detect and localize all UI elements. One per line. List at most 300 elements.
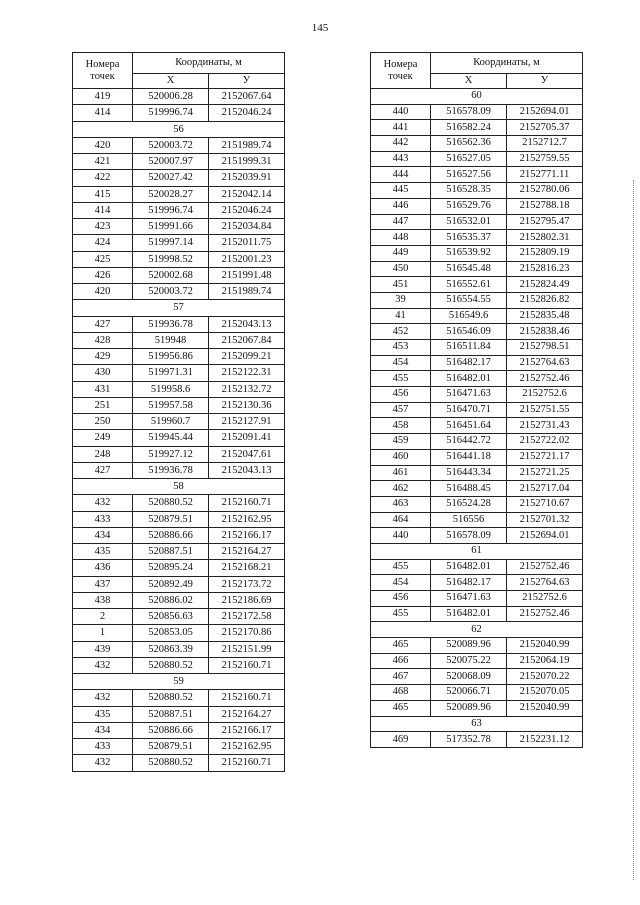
x-coordinate-cell: 516482.01 (431, 371, 507, 387)
table-row (371, 591, 583, 607)
table-row (371, 512, 583, 528)
header-x: Х (431, 74, 507, 89)
x-coordinate-cell: 520006.28 (133, 89, 209, 105)
x-coordinate-cell: 516511.84 (431, 340, 507, 356)
table-row (73, 657, 285, 673)
table-row (371, 261, 583, 277)
y-coordinate-cell: 2152824.49 (507, 277, 583, 293)
y-coordinate-cell: 2152186.69 (209, 592, 285, 608)
x-coordinate-cell: 516443.34 (431, 465, 507, 481)
y-coordinate-cell: 2152752.6 (507, 387, 583, 403)
point-number-cell: 459 (371, 434, 431, 450)
table-row (73, 739, 285, 755)
x-coordinate-cell: 519998.52 (133, 251, 209, 267)
x-coordinate-cell: 516578.09 (431, 104, 507, 120)
group-row (371, 543, 583, 559)
point-number-cell: 443 (371, 151, 431, 167)
y-coordinate-cell: 2152043.13 (209, 316, 285, 332)
x-coordinate-cell: 519936.78 (133, 462, 209, 478)
point-number-cell: 427 (73, 462, 133, 478)
table-row (371, 387, 583, 403)
table-row (73, 495, 285, 511)
point-number-cell: 436 (73, 560, 133, 576)
y-coordinate-cell: 2152694.01 (507, 104, 583, 120)
x-coordinate-cell: 520886.66 (133, 722, 209, 738)
x-coordinate-cell: 520027.42 (133, 170, 209, 186)
x-coordinate-cell: 520089.96 (431, 700, 507, 716)
table-row (73, 235, 285, 251)
table-row (371, 700, 583, 716)
y-coordinate-cell: 2152752.6 (507, 591, 583, 607)
y-coordinate-cell: 2152046.24 (209, 202, 285, 218)
table-row (371, 151, 583, 167)
scan-edge-dots (633, 180, 634, 880)
x-coordinate-cell: 520089.96 (431, 638, 507, 654)
point-number-cell: 451 (371, 277, 431, 293)
header-x: Х (133, 74, 209, 89)
point-number-cell: 419 (73, 89, 133, 105)
point-number-cell: 438 (73, 592, 133, 608)
point-number-cell: 248 (73, 446, 133, 462)
x-coordinate-cell: 519936.78 (133, 316, 209, 332)
point-number-cell: 426 (73, 267, 133, 283)
table-row (73, 154, 285, 170)
header-y: У (209, 74, 285, 89)
group-row (371, 622, 583, 638)
y-coordinate-cell: 2152064.19 (507, 653, 583, 669)
point-number-cell: 455 (371, 559, 431, 575)
y-coordinate-cell: 2152705.37 (507, 120, 583, 136)
table-row (73, 625, 285, 641)
table-row (371, 528, 583, 544)
point-number-cell: 432 (73, 755, 133, 771)
x-coordinate-cell: 520028.27 (133, 186, 209, 202)
point-number-cell: 39 (371, 292, 431, 308)
table-row (73, 316, 285, 332)
x-coordinate-cell: 520007.97 (133, 154, 209, 170)
point-number-cell: 421 (73, 154, 133, 170)
table-row (73, 381, 285, 397)
table-row (371, 183, 583, 199)
point-number-cell: 250 (73, 414, 133, 430)
x-coordinate-cell: 516442.72 (431, 434, 507, 450)
x-coordinate-cell: 516552.61 (431, 277, 507, 293)
y-coordinate-cell: 2152067.64 (209, 89, 285, 105)
point-number-cell: 467 (371, 669, 431, 685)
y-coordinate-cell: 2152011.75 (209, 235, 285, 251)
header-y: У (507, 74, 583, 89)
table-row (371, 732, 583, 748)
x-coordinate-cell: 516482.01 (431, 559, 507, 575)
point-number-cell: 453 (371, 340, 431, 356)
table-row (371, 481, 583, 497)
point-number-cell: 462 (371, 481, 431, 497)
x-coordinate-cell: 519997.14 (133, 235, 209, 251)
table-row (371, 371, 583, 387)
point-number-cell: 456 (371, 591, 431, 607)
x-coordinate-cell: 519945.44 (133, 430, 209, 446)
table-row (73, 267, 285, 283)
y-coordinate-cell: 2152826.82 (507, 292, 583, 308)
table-row (371, 230, 583, 246)
y-coordinate-cell: 2152752.46 (507, 371, 583, 387)
table-row (73, 332, 285, 348)
table-row (73, 755, 285, 771)
x-coordinate-cell: 516488.45 (431, 481, 507, 497)
x-coordinate-cell: 516578.09 (431, 528, 507, 544)
y-coordinate-cell: 2152034.84 (209, 219, 285, 235)
x-coordinate-cell: 520068.09 (431, 669, 507, 685)
table-row (73, 592, 285, 608)
x-coordinate-cell: 520880.52 (133, 657, 209, 673)
group-number: 61 (371, 543, 583, 559)
point-number-cell: 424 (73, 235, 133, 251)
table-row (73, 397, 285, 413)
point-number-cell: 449 (371, 245, 431, 261)
point-number-cell: 457 (371, 402, 431, 418)
point-number-cell: 456 (371, 387, 431, 403)
group-row (371, 89, 583, 105)
table-row (73, 511, 285, 527)
table-row (73, 544, 285, 560)
point-number-cell: 425 (73, 251, 133, 267)
y-coordinate-cell: 2152166.17 (209, 722, 285, 738)
point-number-cell: 429 (73, 349, 133, 365)
header-coordinates: Координаты, м (431, 53, 583, 74)
point-number-cell: 461 (371, 465, 431, 481)
point-number-cell: 422 (73, 170, 133, 186)
group-row (73, 300, 285, 316)
point-number-cell: 414 (73, 202, 133, 218)
x-coordinate-cell: 520879.51 (133, 511, 209, 527)
x-coordinate-cell: 520003.72 (133, 137, 209, 153)
point-number-cell: 441 (371, 120, 431, 136)
table-row (371, 653, 583, 669)
x-coordinate-cell: 516482.17 (431, 575, 507, 591)
y-coordinate-cell: 2152780.06 (507, 183, 583, 199)
group-row (73, 674, 285, 690)
y-coordinate-cell: 2151989.74 (209, 137, 285, 153)
table-row (371, 198, 583, 214)
y-coordinate-cell: 2152172.58 (209, 609, 285, 625)
point-number-cell: 454 (371, 575, 431, 591)
table-row (73, 690, 285, 706)
x-coordinate-cell: 516545.48 (431, 261, 507, 277)
x-coordinate-cell: 516546.09 (431, 324, 507, 340)
point-number-cell: 460 (371, 449, 431, 465)
y-coordinate-cell: 2152160.71 (209, 657, 285, 673)
y-coordinate-cell: 2152701.32 (507, 512, 583, 528)
x-coordinate-cell: 520863.39 (133, 641, 209, 657)
y-coordinate-cell: 2152788.18 (507, 198, 583, 214)
x-coordinate-cell: 520887.51 (133, 706, 209, 722)
y-coordinate-cell: 2152070.05 (507, 685, 583, 701)
point-number-cell: 446 (371, 198, 431, 214)
table-row (73, 251, 285, 267)
x-coordinate-cell: 520880.52 (133, 690, 209, 706)
y-coordinate-cell: 2152039.91 (209, 170, 285, 186)
point-number-cell: 435 (73, 544, 133, 560)
y-coordinate-cell: 2152127.91 (209, 414, 285, 430)
page-number: 145 (311, 22, 329, 34)
x-coordinate-cell: 519956.86 (133, 349, 209, 365)
table-row (371, 559, 583, 575)
y-coordinate-cell: 2152160.71 (209, 495, 285, 511)
group-row (73, 121, 285, 137)
x-coordinate-cell: 520856.63 (133, 609, 209, 625)
table-row (73, 170, 285, 186)
table-row (73, 186, 285, 202)
table-row (73, 137, 285, 153)
y-coordinate-cell: 2152751.55 (507, 402, 583, 418)
x-coordinate-cell: 516556 (431, 512, 507, 528)
x-coordinate-cell: 520066.71 (431, 685, 507, 701)
y-coordinate-cell: 2152764.63 (507, 575, 583, 591)
header-point-numbers: Номера точек (73, 53, 133, 89)
x-coordinate-cell: 516582.24 (431, 120, 507, 136)
x-coordinate-cell: 520075.22 (431, 653, 507, 669)
x-coordinate-cell: 519991.66 (133, 219, 209, 235)
y-coordinate-cell: 2152816.23 (507, 261, 583, 277)
y-coordinate-cell: 2152798.51 (507, 340, 583, 356)
point-number-cell: 465 (371, 638, 431, 654)
point-number-cell: 251 (73, 397, 133, 413)
point-number-cell: 448 (371, 230, 431, 246)
table-row (73, 706, 285, 722)
x-coordinate-cell: 517352.78 (431, 732, 507, 748)
x-coordinate-cell: 516482.01 (431, 606, 507, 622)
table-row (371, 575, 583, 591)
point-number-cell: 440 (371, 528, 431, 544)
x-coordinate-cell: 520880.52 (133, 495, 209, 511)
y-coordinate-cell: 2152122.31 (209, 365, 285, 381)
point-number-cell: 464 (371, 512, 431, 528)
x-coordinate-cell: 520886.66 (133, 527, 209, 543)
group-number: 58 (73, 479, 285, 495)
point-number-cell: 466 (371, 653, 431, 669)
point-number-cell: 41 (371, 308, 431, 324)
point-number-cell: 249 (73, 430, 133, 446)
point-number-cell: 463 (371, 496, 431, 512)
x-coordinate-cell: 520002.68 (133, 267, 209, 283)
table-row (371, 136, 583, 152)
table-row (73, 560, 285, 576)
table-row (371, 340, 583, 356)
table-row (371, 638, 583, 654)
coordinates-table-left (72, 52, 285, 772)
x-coordinate-cell: 516529.76 (431, 198, 507, 214)
x-coordinate-cell: 519927.12 (133, 446, 209, 462)
table-row (73, 527, 285, 543)
y-coordinate-cell: 2152721.17 (507, 449, 583, 465)
x-coordinate-cell: 520887.51 (133, 544, 209, 560)
point-number-cell: 427 (73, 316, 133, 332)
group-number: 56 (73, 121, 285, 137)
table-row (73, 576, 285, 592)
x-coordinate-cell: 516539.92 (431, 245, 507, 261)
table-row (371, 292, 583, 308)
group-number: 60 (371, 89, 583, 105)
x-coordinate-cell: 516471.63 (431, 387, 507, 403)
table-row (73, 722, 285, 738)
y-coordinate-cell: 2152164.27 (209, 544, 285, 560)
y-coordinate-cell: 2152160.71 (209, 755, 285, 771)
y-coordinate-cell: 2152042.14 (209, 186, 285, 202)
point-number-cell: 445 (371, 183, 431, 199)
y-coordinate-cell: 2152731.43 (507, 418, 583, 434)
y-coordinate-cell: 2152040.99 (507, 638, 583, 654)
y-coordinate-cell: 2152838.46 (507, 324, 583, 340)
table-row (371, 308, 583, 324)
group-number: 57 (73, 300, 285, 316)
y-coordinate-cell: 2152231.12 (507, 732, 583, 748)
table-row (371, 496, 583, 512)
point-number-cell: 433 (73, 739, 133, 755)
x-coordinate-cell: 516470.71 (431, 402, 507, 418)
table-row (371, 104, 583, 120)
x-coordinate-cell: 520886.02 (133, 592, 209, 608)
point-number-cell: 442 (371, 136, 431, 152)
y-coordinate-cell: 2152130.36 (209, 397, 285, 413)
x-coordinate-cell: 516528.35 (431, 183, 507, 199)
y-coordinate-cell: 2152722.02 (507, 434, 583, 450)
y-coordinate-cell: 2152173.72 (209, 576, 285, 592)
x-coordinate-cell: 516532.01 (431, 214, 507, 230)
y-coordinate-cell: 2152802.31 (507, 230, 583, 246)
y-coordinate-cell: 2152694.01 (507, 528, 583, 544)
table-row (371, 277, 583, 293)
x-coordinate-cell: 516441.18 (431, 449, 507, 465)
header-point-numbers: Номера точек (371, 53, 431, 89)
point-number-cell: 1 (73, 625, 133, 641)
table-row (371, 214, 583, 230)
y-coordinate-cell: 2152809.19 (507, 245, 583, 261)
x-coordinate-cell: 516527.05 (431, 151, 507, 167)
x-coordinate-cell: 520853.05 (133, 625, 209, 641)
y-coordinate-cell: 2151991.48 (209, 267, 285, 283)
coordinates-table-right (370, 52, 583, 748)
table-body-right (371, 89, 583, 748)
point-number-cell: 432 (73, 657, 133, 673)
table-row (371, 245, 583, 261)
y-coordinate-cell: 2152764.63 (507, 355, 583, 371)
point-number-cell: 469 (371, 732, 431, 748)
table-row (73, 284, 285, 300)
point-number-cell: 428 (73, 332, 133, 348)
point-number-cell: 437 (73, 576, 133, 592)
table-row (371, 418, 583, 434)
x-coordinate-cell: 520003.72 (133, 284, 209, 300)
x-coordinate-cell: 519996.74 (133, 105, 209, 121)
point-number-cell: 468 (371, 685, 431, 701)
point-number-cell: 435 (73, 706, 133, 722)
header-coordinates: Координаты, м (133, 53, 285, 74)
x-coordinate-cell: 516451.64 (431, 418, 507, 434)
y-coordinate-cell: 2152160.71 (209, 690, 285, 706)
table-row (73, 202, 285, 218)
table-row (73, 105, 285, 121)
x-coordinate-cell: 519996.74 (133, 202, 209, 218)
point-number-cell: 455 (371, 371, 431, 387)
y-coordinate-cell: 2152717.04 (507, 481, 583, 497)
point-number-cell: 450 (371, 261, 431, 277)
y-coordinate-cell: 2152170.86 (209, 625, 285, 641)
x-coordinate-cell: 516471.63 (431, 591, 507, 607)
x-coordinate-cell: 516562.36 (431, 136, 507, 152)
x-coordinate-cell: 516549.6 (431, 308, 507, 324)
y-coordinate-cell: 2152047.61 (209, 446, 285, 462)
point-number-cell: 432 (73, 690, 133, 706)
table-row (371, 324, 583, 340)
point-number-cell: 414 (73, 105, 133, 121)
x-coordinate-cell: 520879.51 (133, 739, 209, 755)
table-row (371, 449, 583, 465)
table-row (371, 355, 583, 371)
y-coordinate-cell: 2152070.22 (507, 669, 583, 685)
x-coordinate-cell: 520880.52 (133, 755, 209, 771)
y-coordinate-cell: 2152046.24 (209, 105, 285, 121)
table-row (73, 414, 285, 430)
x-coordinate-cell: 516482.17 (431, 355, 507, 371)
group-number: 62 (371, 622, 583, 638)
table-row (371, 606, 583, 622)
y-coordinate-cell: 2152168.21 (209, 560, 285, 576)
group-number: 63 (371, 716, 583, 732)
point-number-cell: 439 (73, 641, 133, 657)
point-number-cell: 440 (371, 104, 431, 120)
point-number-cell: 420 (73, 137, 133, 153)
group-number: 59 (73, 674, 285, 690)
y-coordinate-cell: 2152067.84 (209, 332, 285, 348)
point-number-cell: 415 (73, 186, 133, 202)
point-number-cell: 434 (73, 722, 133, 738)
point-number-cell: 433 (73, 511, 133, 527)
point-number-cell: 434 (73, 527, 133, 543)
y-coordinate-cell: 2152721.25 (507, 465, 583, 481)
y-coordinate-cell: 2152162.95 (209, 511, 285, 527)
table-row (371, 120, 583, 136)
x-coordinate-cell: 519957.58 (133, 397, 209, 413)
table-row (73, 349, 285, 365)
table-row (73, 89, 285, 105)
table-row (371, 465, 583, 481)
y-coordinate-cell: 2152759.55 (507, 151, 583, 167)
x-coordinate-cell: 516535.37 (431, 230, 507, 246)
table-body-left (73, 89, 285, 772)
y-coordinate-cell: 2152710.67 (507, 496, 583, 512)
table-row (73, 365, 285, 381)
x-coordinate-cell: 516527.56 (431, 167, 507, 183)
point-number-cell: 444 (371, 167, 431, 183)
table-row (73, 430, 285, 446)
y-coordinate-cell: 2152795.47 (507, 214, 583, 230)
point-number-cell: 458 (371, 418, 431, 434)
y-coordinate-cell: 2152162.95 (209, 739, 285, 755)
y-coordinate-cell: 2152132.72 (209, 381, 285, 397)
x-coordinate-cell: 516554.55 (431, 292, 507, 308)
point-number-cell: 423 (73, 219, 133, 235)
point-number-cell: 455 (371, 606, 431, 622)
table-row (73, 446, 285, 462)
y-coordinate-cell: 2152040.99 (507, 700, 583, 716)
point-number-cell: 432 (73, 495, 133, 511)
group-row (73, 479, 285, 495)
x-coordinate-cell: 519960.7 (133, 414, 209, 430)
point-number-cell: 447 (371, 214, 431, 230)
point-number-cell: 420 (73, 284, 133, 300)
y-coordinate-cell: 2151989.74 (209, 284, 285, 300)
y-coordinate-cell: 2152091.41 (209, 430, 285, 446)
